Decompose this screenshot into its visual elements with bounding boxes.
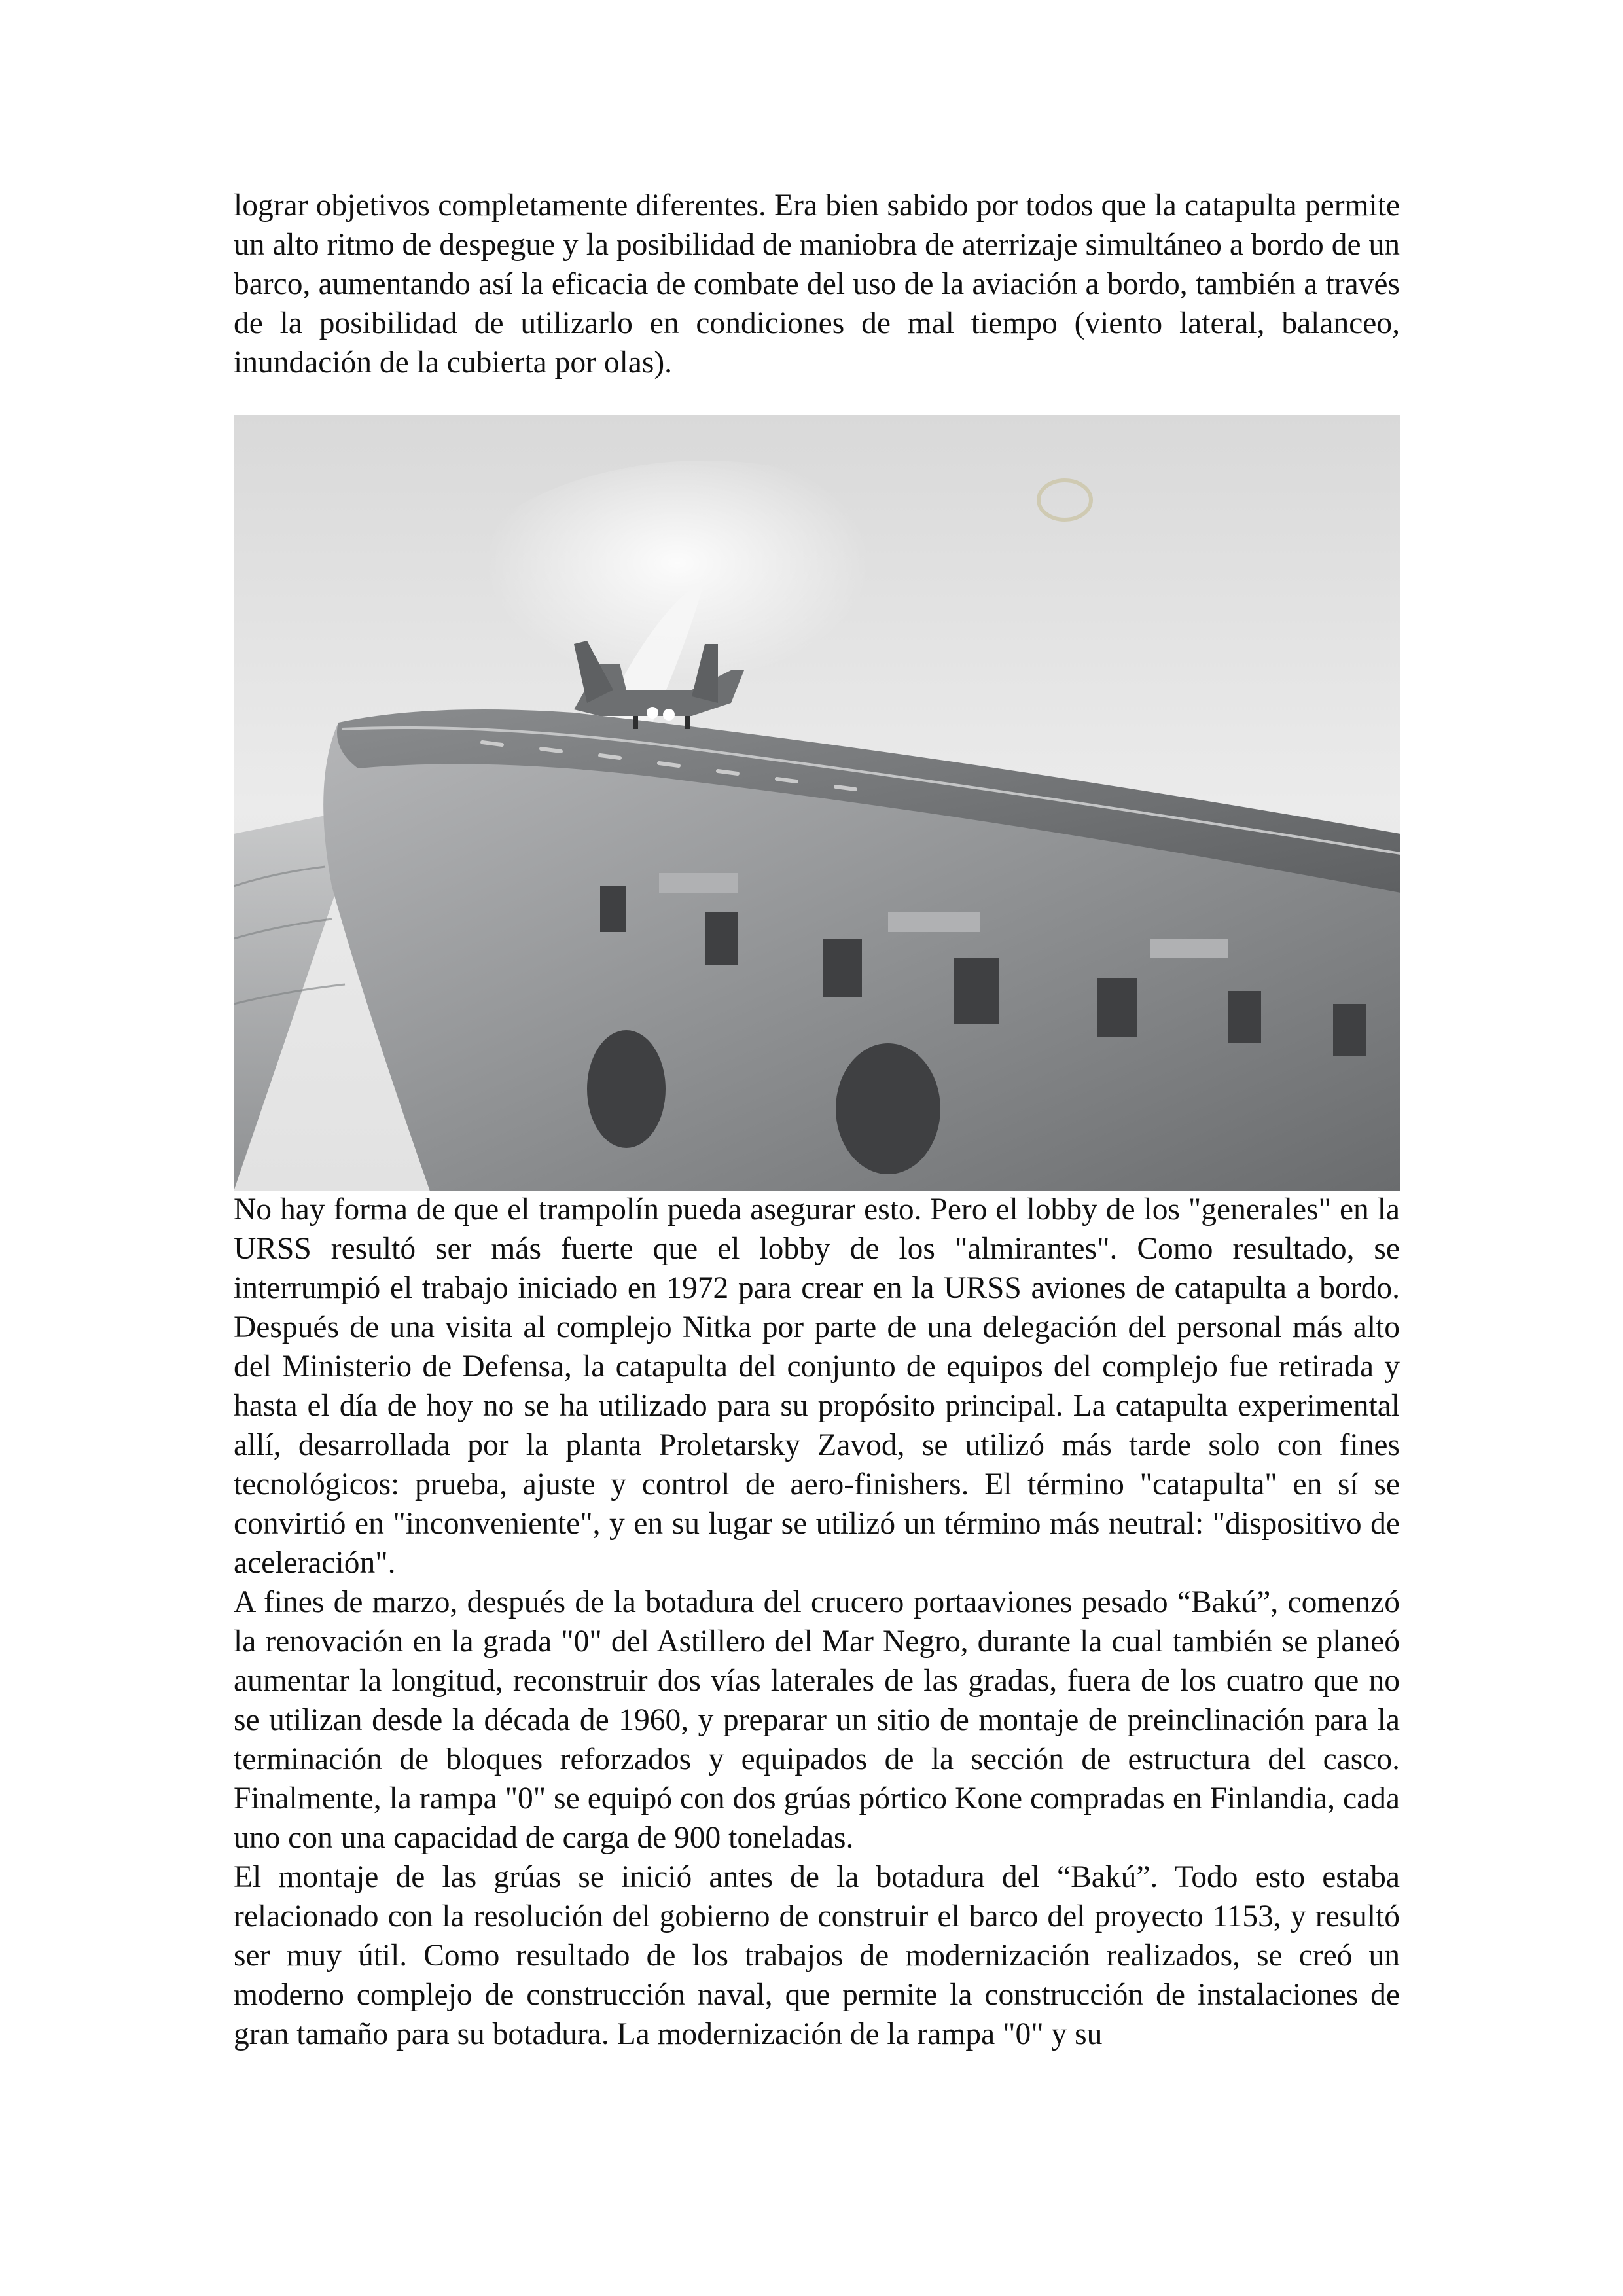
paragraph: lograr objetivos completamente diferentes. Era bien sabido por todos que la catapulta permite un alto ritmo de despegue y la posibilidad de maniobra de aterrizaje simultáneo a bordo de un barco, aumentando así la eficacia de combate del uso de la aviación a bordo, también a través de la posibilidad de utilizarlo en condiciones de mal tiempo (viento lateral, balanceo, inundación de la cubierta por olas).: [234, 188, 1400, 380]
paragraph: No hay forma de que el trampolín pueda asegurar esto. Pero el lobby de los "generales" en la URSS resultó ser más fuerte que el lobby de los "almirantes". Como resultado, se interrumpió el trabajo iniciado en 1972 para crear en la URSS aviones de catapulta a bordo. Después de una visita al complejo Nitka por parte de una delegación del personal más alto del Ministerio de Defensa, la catapulta del conjunto de equipos del complejo fue retirada y hasta el día de hoy no se ha utilizado para su propósito principal. La catapulta experimental allí, desarrollada por la planta Proletarsky Zavod, se utilizó más tarde solo con fines tecnológicos: prueba, ajuste y control de aero-finishers. El término "catapulta" en sí se convirtió en "inconveniente", y en su lugar se utilizó un término más neutral: "dispositivo de aceleración".: [234, 1193, 1400, 1580]
paragraph: El montaje de las grúas se inició antes de la botadura del “Bakú”. Todo esto estaba relacionado con la resolución del gobierno de construir el barco del proyecto 1153, y resultó ser muy útil. Como resultado de los trabajos de modernización realizados, se creó un moderno complejo de construcción naval, que permite la construcción de instalaciones de gran tamaño para su botadura. La modernización de la rampa "0" y su: [234, 1860, 1400, 2051]
body-text-bottom: [234, 1190, 1400, 2054]
photo-drawing: [234, 415, 1400, 1191]
aircraft-carrier-photo: [234, 415, 1400, 1191]
body-text-top: [234, 186, 1400, 382]
paragraph: A fines de marzo, después de la botadura del crucero portaaviones pesado “Bakú”, comenzó la renovación en la grada "0" del Astillero del Mar Negro, durante la cual también se planeó aumentar la longitud, reconstruir dos vías laterales de las gradas, fuera de los cuatro que no se utilizan desde la década de 1960, y preparar un sitio de montaje de preinclinación para la terminación de bloques reforzados y equipados de la sección de estructura del casco. Finalmente, la rampa "0" se equipó con dos grúas pórtico Kone compradas en Finlandia, cada uno con una capacidad de carga de 900 toneladas.: [234, 1585, 1400, 1855]
